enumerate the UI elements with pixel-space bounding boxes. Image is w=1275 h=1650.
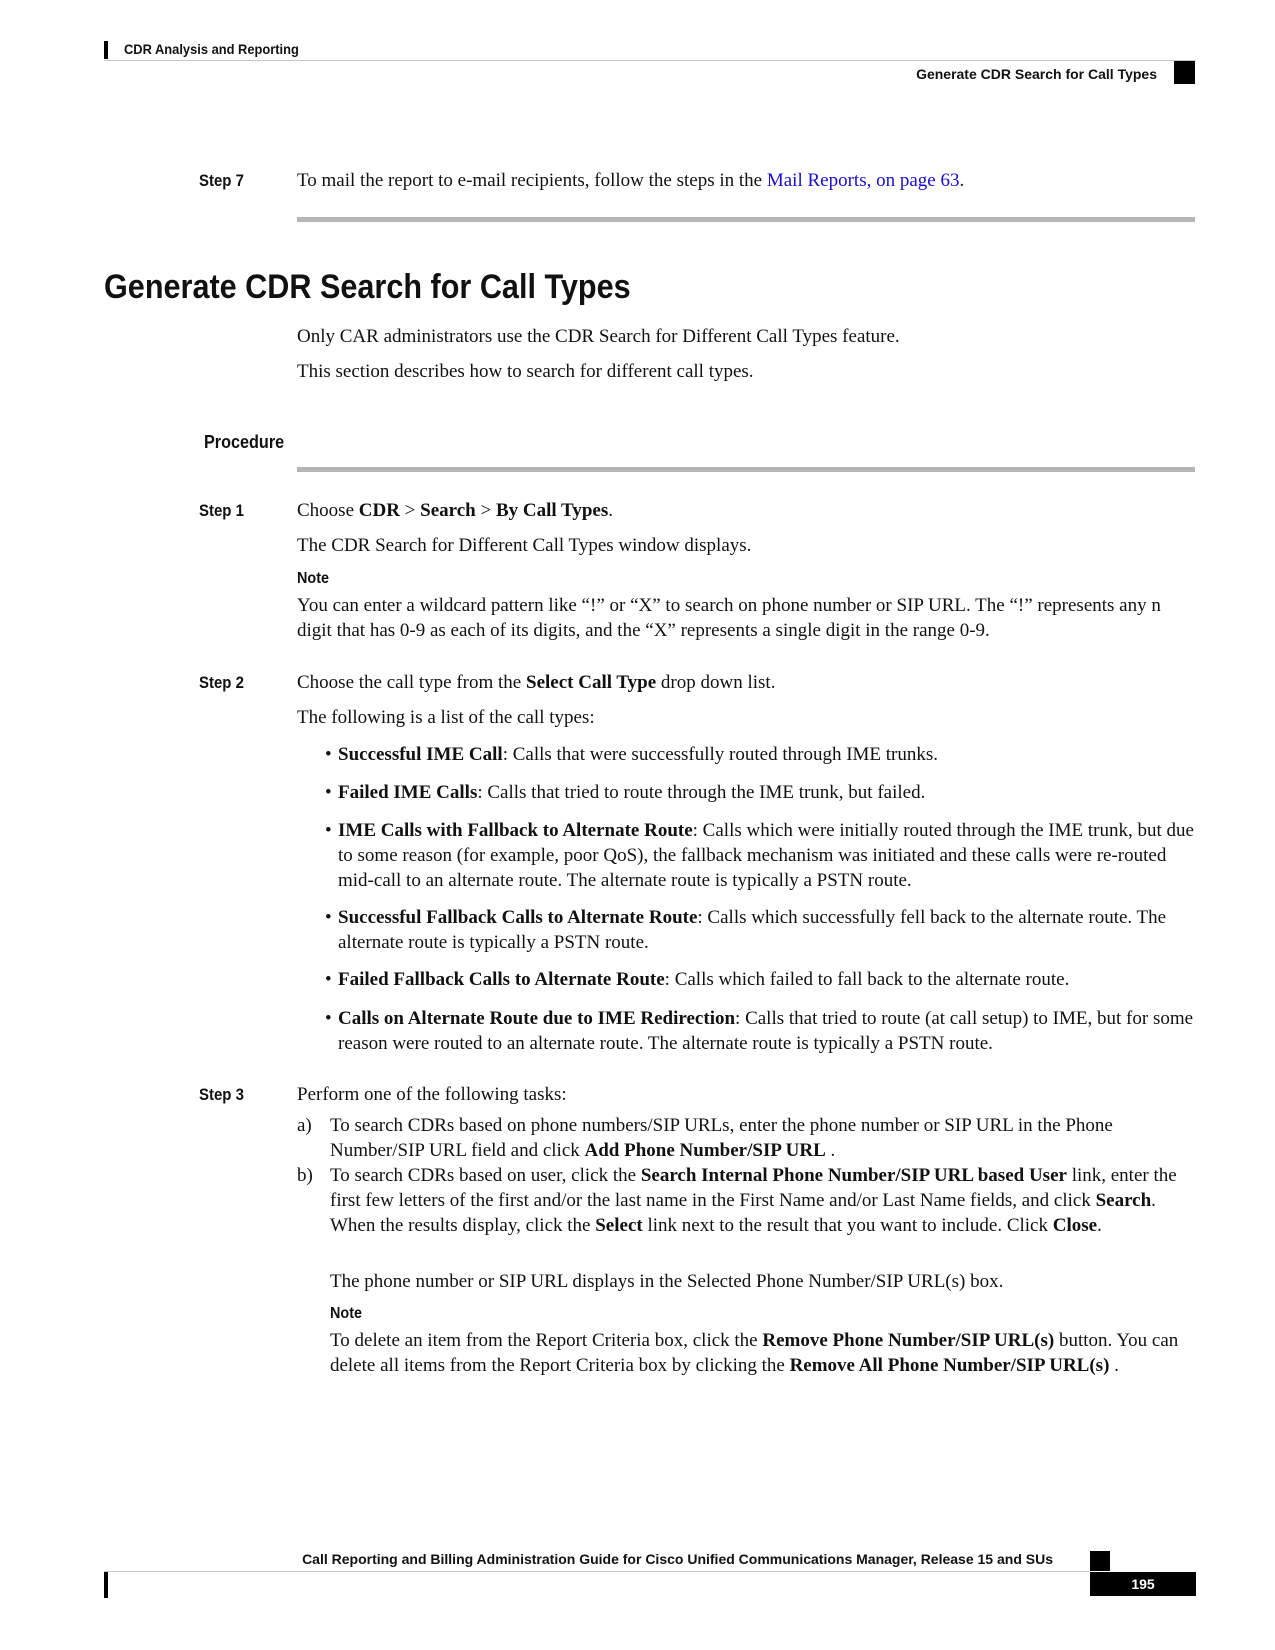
procedure-divider <box>297 467 1195 472</box>
step-3-intro: Perform one of the following tasks: <box>297 1084 567 1105</box>
call-type-term: Failed Fallback Calls to Alternate Route <box>338 969 665 990</box>
step-1-note-text: You can enter a wildcard pattern like “!” or “X” to search on phone number or SIP URL. The “!” represents any n digit that has 0-9 as each of its digits, and the “X” represents a single digit in the range 0-9. <box>297 595 1161 641</box>
remove-phone-number-button-label: Remove Phone Number/SIP URL(s) <box>762 1330 1055 1351</box>
menu-search: Search <box>420 500 476 521</box>
step-1-result: The CDR Search for Different Call Types window displays. <box>297 535 752 556</box>
step-7-text-after: . <box>959 170 965 191</box>
list-item: • Successful IME Call: Calls that were successfully routed through IME trunks. <box>325 744 939 765</box>
step-2-label: Step 2 <box>199 673 244 692</box>
page-heading: Generate CDR Search for Call Types <box>104 268 631 306</box>
note-label: Note <box>330 1305 363 1322</box>
mail-reports-link[interactable]: Mail Reports, on page 63 <box>766 170 960 191</box>
call-type-description: : Calls which successfully fell back to the alternate route. The alternate route is typically a PSTN route. <box>338 907 1167 953</box>
header-chapter-title: CDR Analysis and Reporting <box>124 41 299 57</box>
note-label: Note <box>297 570 330 587</box>
substep-a-text: To search CDRs based on phone numbers/SIP URLs, enter the phone number or SIP URL in the Phone Number/SIP URL field and click <box>330 1115 1113 1161</box>
header-marker-box <box>1174 61 1195 84</box>
menu-separator: > <box>399 500 421 521</box>
substep-a-end: . <box>825 1140 836 1161</box>
page-number: 195 <box>1090 1572 1196 1596</box>
step-3-note-text: To delete an item from the Report Criteria box, click the <box>330 1330 763 1351</box>
menu-separator: > <box>475 500 496 521</box>
call-type-term: Successful Fallback Calls to Alternate Route <box>338 907 698 928</box>
substep-b-text: link next to the result that you want to include. Click <box>642 1215 1053 1236</box>
substep-b <box>297 1163 1195 1238</box>
step-7-text <box>297 168 1195 193</box>
step-1-label: Step 1 <box>199 501 244 520</box>
substep-b-marker: b) <box>297 1165 313 1186</box>
substep-b-result <box>297 1269 1195 1294</box>
step-1-end: . <box>608 500 613 521</box>
footer-marker-box <box>1090 1551 1110 1571</box>
substep-b-text: To search CDRs based on user, click the <box>330 1165 641 1186</box>
step-1-note <box>297 566 1195 643</box>
call-type-term: Successful IME Call <box>338 744 503 765</box>
step-7-label: Step 7 <box>199 171 244 190</box>
call-type-description: : Calls which were initially routed through the IME trunk, but due to some reason (for example, poor QoS), the fallback mechanism was initiated and these calls were re-routed mid-call to an alternate route. The alternate route is typically a PSTN route. <box>338 820 1194 891</box>
header-bar <box>104 41 108 59</box>
close-button-label: Close <box>1052 1215 1098 1236</box>
list-item: • Calls on Alternate Route due to IME Redirection: Calls that tried to route (at call setup) to IME, but for some reason were routed to an alternate route. The alternate route is typically a PSTN route. <box>325 1008 1194 1054</box>
add-phone-number-button-label: Add Phone Number/SIP URL <box>584 1140 826 1161</box>
step-1-choose: Choose <box>297 500 359 521</box>
step-7-text-before: To mail the report to e-mail recipients, follow the steps in the <box>297 170 767 191</box>
footer-rule <box>104 1571 1090 1572</box>
step-2-text-before: Choose the call type from the <box>297 672 526 693</box>
menu-cdr: CDR <box>358 500 400 521</box>
intro-paragraph-1: Only CAR administrators use the CDR Search for Different Call Types feature. <box>297 326 900 347</box>
substep-b-text: link, enter the first few letters of the first and/or the last name in the First Name and/or Last Name fields, and click <box>330 1165 1177 1211</box>
menu-by-call-types: By Call Types <box>495 500 609 521</box>
header-rule <box>104 60 1196 61</box>
call-types-intro: The following is a list of the call types: <box>297 707 595 728</box>
list-item: • Failed Fallback Calls to Alternate Route: Calls which failed to fall back to the alternate route. <box>325 969 1070 990</box>
substep-b-end: . <box>1097 1215 1102 1236</box>
step-3-note-end: . <box>1109 1355 1119 1376</box>
substep-b-result-text: The phone number or SIP URL displays in the Selected Phone Number/SIP URL(s) box. <box>330 1271 1004 1292</box>
search-internal-user-link-label: Search Internal Phone Number/SIP URL based User <box>640 1165 1067 1186</box>
call-type-description: : Calls that tried to route (at call setup) to IME, but for some reason were routed to an alternate route. The alternate route is typically a PSTN route. <box>338 1008 1194 1054</box>
list-item: • Failed IME Calls: Calls that tried to route through the IME trunk, but failed. <box>325 782 926 803</box>
substep-b-text: . When the results display, click the <box>330 1190 1156 1236</box>
substep-a-marker: a) <box>297 1115 312 1136</box>
substep-a <box>297 1113 1195 1163</box>
footer-bar <box>104 1572 108 1598</box>
intro-paragraph-2: This section describes how to search for different call types. <box>297 361 754 382</box>
step-2-text-after: drop down list. <box>656 672 776 693</box>
list-item: • IME Calls with Fallback to Alternate Route: Calls which were initially routed through the IME trunk, but due to some reason (for example, poor QoS), the fallback mechanism was initiated and these calls were re-routed mid-call to an alternate route. The alternate route is typically a PSTN route. <box>325 820 1194 891</box>
step-3-note <box>297 1301 1195 1378</box>
call-type-term: Calls on Alternate Route due to IME Redirection <box>338 1008 736 1029</box>
select-call-type-label: Select Call Type <box>526 672 657 693</box>
select-link-label: Select <box>595 1215 643 1236</box>
remove-all-button-label: Remove All Phone Number/SIP URL(s) <box>789 1355 1110 1376</box>
header-section-title: Generate CDR Search for Call Types <box>916 66 1157 82</box>
call-type-term: IME Calls with Fallback to Alternate Route <box>338 820 693 841</box>
call-type-description: : Calls that tried to route through the IME trunk, but failed. <box>477 782 926 803</box>
procedure-heading: Procedure <box>204 432 285 452</box>
search-button-label: Search <box>1095 1190 1152 1211</box>
footer-guide-title: Call Reporting and Billing Administration Guide for Cisco Unified Communications Manager, Release 15 and SUs <box>302 1551 1053 1567</box>
call-type-term: Failed IME Calls <box>338 782 478 803</box>
step-3-label: Step 3 <box>199 1085 244 1104</box>
call-type-description: : Calls which failed to fall back to the alternate route. <box>664 969 1070 990</box>
step-7-divider <box>297 217 1195 222</box>
step-1-text <box>297 498 1195 523</box>
call-type-description: : Calls that were successfully routed through IME trunks. <box>502 744 939 765</box>
step-2-text <box>297 670 1195 695</box>
step-3-note-text: button. You can delete all items from the Report Criteria box by clicking the <box>330 1330 1179 1376</box>
list-item: • Successful Fallback Calls to Alternate Route: Calls which successfully fell back to the alternate route. The alternate route is typically a PSTN route. <box>325 907 1167 953</box>
